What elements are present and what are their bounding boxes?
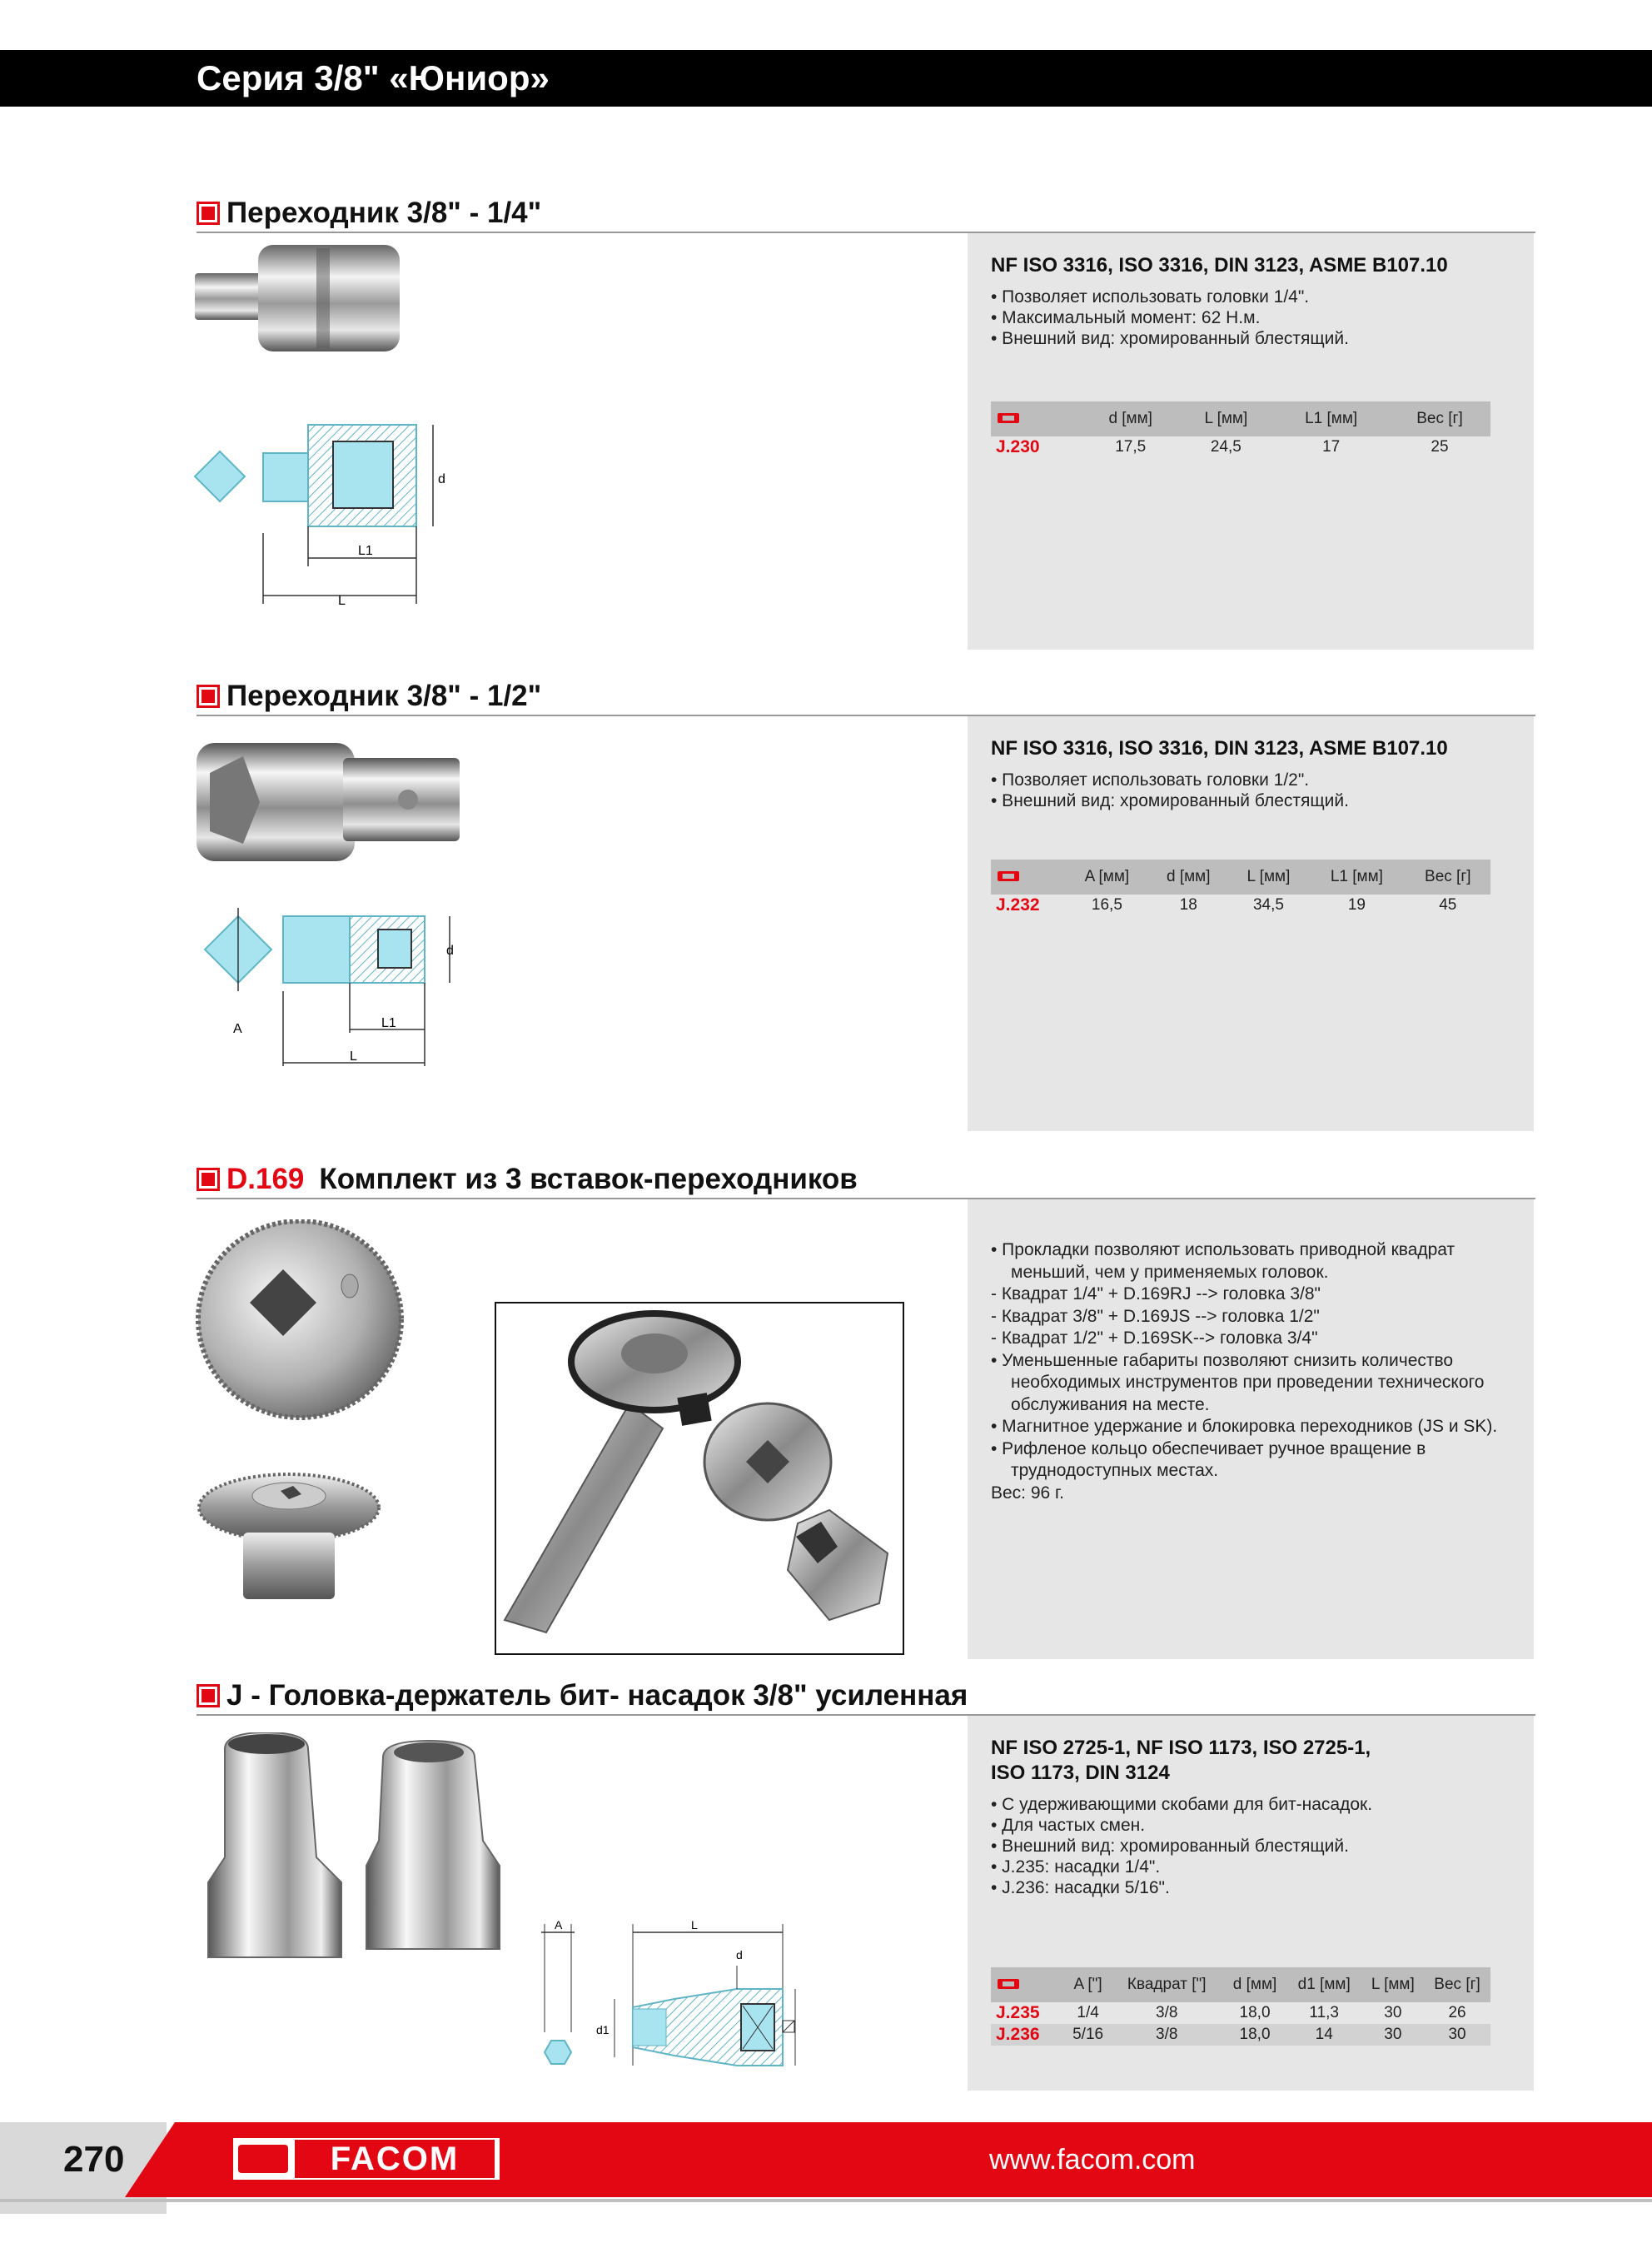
column-header: L [мм]: [1229, 860, 1309, 895]
spec-panel: [968, 716, 1534, 1131]
feature-item: обслуживания на месте.: [1011, 1394, 1210, 1414]
dim-d1-label: d1: [596, 2023, 610, 2036]
section-title-bit-holder: [197, 1679, 1535, 1716]
feature-item: - Квадрат 3/8" + D.169JS --> головка 1/2": [991, 1306, 1320, 1326]
dim-l-label: L: [691, 1918, 698, 1931]
standard-line: ISO 1173, DIN 3124: [991, 1762, 1170, 1784]
facom-logo: [233, 2138, 500, 2180]
feature-list: [991, 1794, 1372, 1898]
column-header: Квадрат ["]: [1110, 1967, 1223, 2002]
table-cell: 30: [1384, 2004, 1402, 2021]
bullet-square-icon: [197, 202, 220, 225]
wrench-key-icon: [998, 413, 1019, 423]
spec-table: [991, 1967, 1490, 2046]
feature-list: [991, 287, 1349, 349]
wrench-key-icon: [998, 871, 1019, 881]
column-header: A ["]: [1066, 1967, 1110, 2002]
feature-item: • Рифленое кольцо обеспечивает ручное вращение в: [991, 1438, 1426, 1458]
ratchet-with-adapter-photo: [496, 1303, 903, 1653]
table-cell: 45: [1439, 896, 1457, 914]
table-cell: 18,0: [1239, 2004, 1271, 2021]
facom-key-icon: [238, 2145, 288, 2173]
column-header: d [мм]: [1148, 860, 1229, 895]
product-code: J.230: [996, 437, 1040, 456]
bit-holder-photo: [200, 1732, 516, 1966]
feature-item: • Прокладки позволяют использовать приводной квадрат: [991, 1240, 1455, 1259]
feature-item: • Уменьшенные габариты позволяют снизить количество: [991, 1350, 1454, 1370]
feature-list: [991, 1239, 1497, 1504]
feature-item: • Магнитное удержание и блокировка переходников (JS и SK).: [991, 1417, 1498, 1436]
spec-table: [991, 401, 1490, 458]
page-number: 270: [63, 2139, 125, 2180]
product-code: J.232: [996, 895, 1040, 915]
standard-line: NF ISO 2725-1, NF ISO 1173, ISO 2725-1,: [991, 1737, 1371, 1759]
column-header: L [мм]: [1362, 1967, 1425, 2002]
table-row: [991, 436, 1490, 458]
dim-l-label: L: [338, 594, 346, 608]
feature-item: меньший, чем у применяемых головок.: [1011, 1262, 1329, 1282]
column-header: d [мм]: [1223, 1967, 1286, 2002]
table-cell: 17,5: [1115, 438, 1147, 456]
feature-item: • Позволяет использовать головки 1/4".: [991, 287, 1310, 307]
insert-adapter-photo-top: [192, 1219, 408, 1428]
ratchet-illustration-frame: [495, 1302, 904, 1655]
feature-item: • Для частых смен.: [991, 1816, 1146, 1835]
dim-d-label: d: [736, 1948, 743, 1961]
table-row: [991, 2024, 1490, 2046]
table-cell: 34,5: [1252, 896, 1284, 914]
standard-text: NF ISO 3316, ISO 3316, DIN 3123, ASME B107.10: [991, 737, 1448, 760]
feature-item: • J.236: насадки 5/16".: [991, 1878, 1170, 1897]
section-title-adapter-1-2: [197, 680, 1535, 716]
table-cell: 16,5: [1091, 896, 1122, 914]
spec-panel: [968, 1199, 1534, 1659]
feature-item: Вес: 96 г.: [991, 1483, 1064, 1503]
feature-item: • J.235: насадки 1/4".: [991, 1857, 1161, 1877]
bit-holder-drawing: [533, 1916, 808, 2082]
column-header: Вес [г]: [1424, 1967, 1490, 2002]
product-ref: J: [226, 1679, 243, 1712]
table-cell: 18: [1179, 896, 1197, 914]
section-title-d169: [197, 1163, 1535, 1199]
feature-item: - Квадрат 1/2" + D.169SK--> головка 3/4": [991, 1328, 1318, 1348]
facom-logo-text: FACOM: [295, 2140, 495, 2178]
feature-item: • Позволяет использовать головки 1/2".: [991, 770, 1310, 790]
feature-item: • Внешний вид: хромированный блестящий.: [991, 1837, 1349, 1856]
table-cell: 26: [1448, 2004, 1466, 2021]
feature-list: [991, 770, 1349, 811]
section-title-adapter-1-4: [197, 197, 1535, 233]
dim-l1-label: L1: [358, 544, 373, 558]
adapter-1-4-drawing: [192, 416, 475, 608]
feature-item: • Максимальный момент: 62 Н.м.: [991, 308, 1261, 327]
dim-d-label: d: [446, 944, 454, 958]
column-header: L [мм]: [1178, 401, 1273, 436]
table-cell: 3/8: [1110, 2024, 1223, 2046]
feature-item: • Внешний вид: хромированный блестящий.: [991, 791, 1349, 810]
dim-a-label: A: [233, 1022, 242, 1036]
dim-d-label: d: [438, 472, 445, 486]
table-cell: 25: [1431, 438, 1449, 456]
footer-divider: [0, 2199, 1652, 2202]
section-title-text: Переходник 3/8" - 1/2": [226, 680, 542, 712]
feature-item: необходимых инструментов при проведении технического: [1011, 1373, 1485, 1392]
insert-adapter-photo-side: [193, 1458, 385, 1607]
table-cell: 11,3: [1309, 2004, 1339, 2021]
standard-text: [991, 1736, 1371, 1786]
adapter-1-2-drawing: [200, 900, 475, 1083]
feature-item: труднодоступных местах.: [1011, 1461, 1219, 1480]
table-cell: 18,0: [1223, 2024, 1286, 2046]
dim-l1-label: L1: [381, 1016, 396, 1030]
section-title-text: Комплект из 3 вставок-переходников: [319, 1163, 858, 1195]
column-header: Вес [г]: [1389, 401, 1490, 436]
table-cell: 30: [1424, 2024, 1490, 2046]
table-header-row: [991, 860, 1490, 895]
table-cell: 24,5: [1210, 438, 1241, 456]
spec-panel: [968, 233, 1534, 650]
table-header-row: [991, 1967, 1490, 2002]
product-code: J.235: [996, 2003, 1040, 2022]
dim-l-label: L: [350, 1049, 357, 1064]
table-cell: 5/16: [1066, 2024, 1110, 2046]
page-title: Серия 3/8" «Юниор»: [197, 58, 550, 97]
table-header-row: [991, 401, 1490, 436]
spec-panel: [968, 1716, 1534, 2091]
table-cell: 1/4: [1077, 2004, 1099, 2021]
column-header: Вес [г]: [1406, 860, 1490, 895]
spec-table: [991, 860, 1490, 916]
standard-text: NF ISO 3316, ISO 3316, DIN 3123, ASME B107.10: [991, 254, 1448, 277]
column-header: A [мм]: [1066, 860, 1148, 895]
feature-item: - Квадрат 1/4" + D.169RJ --> головка 3/8": [991, 1284, 1321, 1303]
section-title-text: Переходник 3/8" - 1/4": [226, 197, 542, 229]
table-cell: 3/8: [1156, 2004, 1178, 2021]
website-link[interactable]: www.facom.com: [989, 2144, 1196, 2176]
dim-a-label: A: [555, 1918, 563, 1931]
wrench-key-icon: [998, 1979, 1019, 1989]
adapter-1-4-photo: [192, 240, 408, 356]
adapter-1-2-photo: [193, 740, 468, 865]
column-header: L1 [мм]: [1273, 401, 1389, 436]
column-header: d1 [мм]: [1286, 1967, 1362, 2002]
bullet-square-icon: [197, 1684, 220, 1707]
table-cell: 19: [1347, 896, 1366, 914]
feature-item: • С удерживающими скобами для бит-насадок.: [991, 1795, 1373, 1814]
table-cell: 14: [1286, 2024, 1362, 2046]
bullet-square-icon: [197, 1168, 220, 1191]
product-code: J.236: [991, 2024, 1066, 2046]
table-cell: 30: [1362, 2024, 1425, 2046]
product-ref: D.169: [226, 1163, 305, 1195]
column-header: L1 [мм]: [1308, 860, 1405, 895]
table-cell: 17: [1322, 438, 1341, 456]
section-title-text: - Головка-держатель бит- насадок 3/8" усиленная: [251, 1679, 968, 1712]
column-header: d [мм]: [1082, 401, 1178, 436]
bullet-square-icon: [197, 685, 220, 708]
table-row: [991, 895, 1490, 916]
feature-item: • Внешний вид: хромированный блестящий.: [991, 329, 1349, 348]
table-row: [991, 2002, 1490, 2024]
